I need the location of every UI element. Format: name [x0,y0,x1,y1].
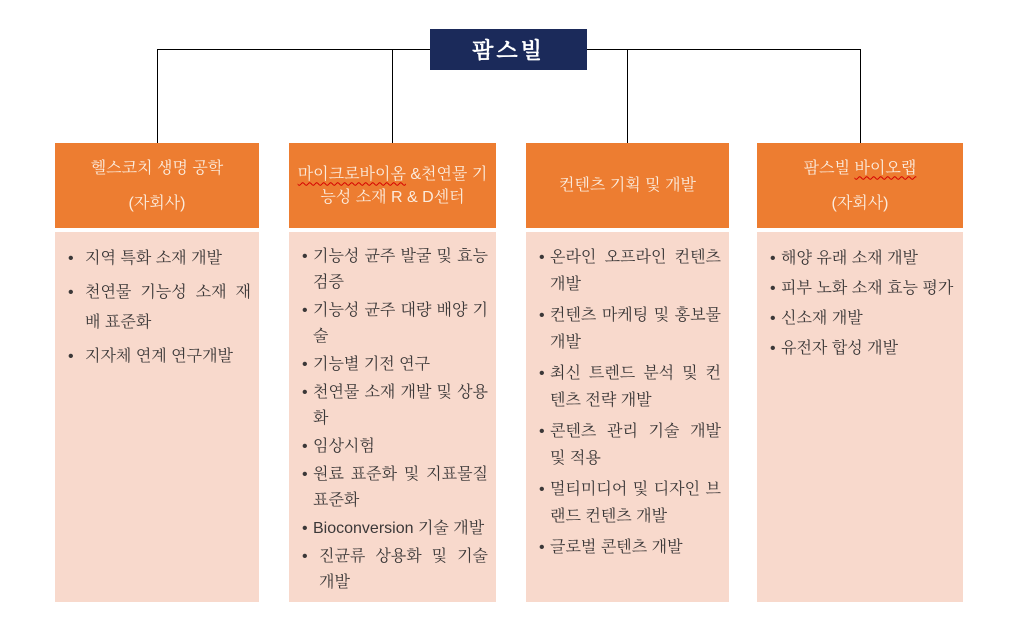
list-item: • Bioconversion 기술 개발 [302,516,488,542]
list-item: • 글로벌 콘텐츠 개발 [539,534,721,561]
connector-vertical-line-1 [157,49,158,143]
column-body-healthcoach [55,232,259,602]
column-title-pre: 팜스빌 [803,159,855,177]
column-header-healthcoach [55,143,259,228]
list-item: • 기능성 균주 발굴 및 효능 검증 [302,244,488,296]
bullet-list [757,232,963,363]
column-header-rnd-center [289,143,496,228]
bullet-list [526,232,729,561]
column-subtitle: (자회사) [128,194,186,212]
list-item: • 기능성 균주 대량 배양 기술 [302,298,488,350]
bullet-list [289,232,496,596]
list-item: • 원료 표준화 및 지표물질 표준화 [302,462,488,514]
list-item: • 천연물 소재 개발 및 상용화 [302,380,488,432]
column-header-biolab [757,143,963,228]
column-title [804,157,917,180]
connector-vertical-line-4 [860,49,861,143]
connector-vertical-line-3 [627,49,628,143]
bullet-list [55,232,259,372]
list-item: • 해양 유래 소재 개발 [770,244,955,273]
misspelled-word: 마이크로바이옴 [297,165,406,183]
column-body-biolab [757,232,963,602]
root-node-pharmsville [430,29,587,70]
column-title: 컨텐츠 기획 및 개발 [559,177,696,194]
misspelled-word: 바이오랩 [854,159,917,177]
column-title [295,163,490,209]
list-item: • 지역 특화 소재 개발 [68,244,251,274]
column-body-rnd-center [289,232,496,602]
column-body-contents [526,232,729,602]
column-header-contents [526,143,729,228]
list-item: • 컨텐츠 마케팅 및 홍보물 개발 [539,302,721,356]
connector-vertical-line-2 [392,49,393,143]
list-item: • 멀티미디어 및 디자인 브랜드 컨텐츠 개발 [539,476,721,530]
column-title-rest: &천연물 기능성 소재 R & D센터 [320,165,488,206]
list-item: • 피부 노화 소재 효능 평가 [770,274,955,303]
column-subtitle: (자회사) [831,194,889,212]
list-item: • 지자체 연계 연구개발 [68,342,251,372]
list-item: • 임상시험 [302,434,488,460]
list-item: • 유전자 합성 개발 [770,334,955,363]
list-item: • 천연물 기능성 소재 재배 표준화 [68,278,251,338]
list-item: • 기능별 기전 연구 [302,352,488,378]
root-node-label: 팜스빌 [472,38,545,63]
list-item: • 진균류 상용화 및 기술 개발 [302,544,488,596]
list-item: • 최신 트렌드 분석 및 컨텐츠 전략 개발 [539,360,721,414]
column-title: 헬스코치 생명 공학 [90,159,224,177]
list-item: • 신소재 개발 [770,304,955,333]
list-item: • 온라인 오프라인 컨텐츠 개발 [539,244,721,298]
list-item: • 콘텐츠 관리 기술 개발 및 적용 [539,418,721,472]
